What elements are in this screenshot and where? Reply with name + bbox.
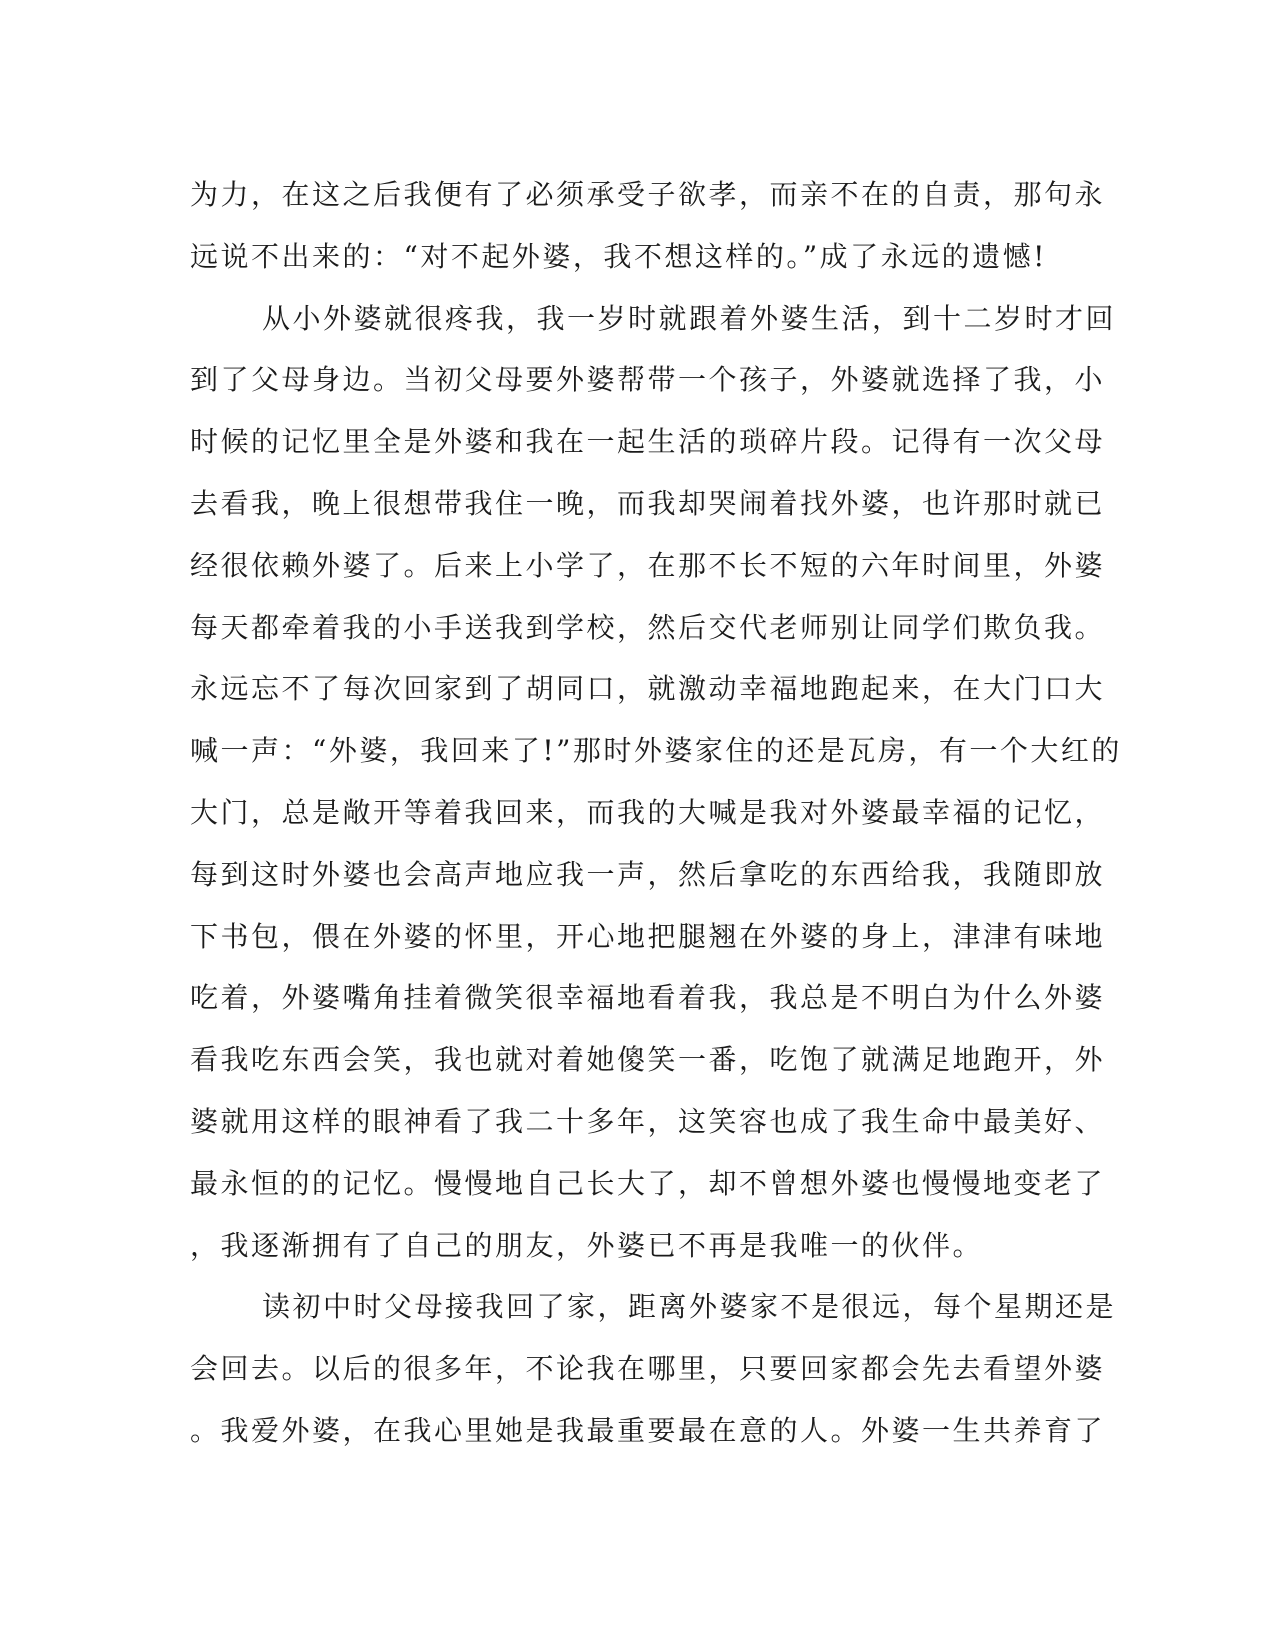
text-line: 经很依赖外婆了。后来上小学了，在那不长不短的六年时间里，外婆	[190, 548, 1106, 582]
text-line: 看我吃东西会笑，我也就对着她傻笑一番，吃饱了就满足地跑开，外	[190, 1043, 1106, 1077]
text-line: 去看我，晚上很想带我住一晚，而我却哭闹着找外婆，也许那时就已	[190, 486, 1106, 520]
text-line: 下书包，偎在外婆的怀里，开心地把腿翘在外婆的身上，津津有味地	[190, 919, 1106, 953]
text-line: 到了父母身边。当初父母要外婆帮带一个孩子，外婆就选择了我，小	[190, 363, 1106, 397]
text-line: 喊一声：“外婆，我回来了!”那时外婆家住的还是瓦房，有一个大红的	[190, 734, 1122, 768]
body-text	[190, 164, 1122, 1462]
text-line: 永远忘不了每次回家到了胡同口，就激动幸福地跑起来，在大门口大	[190, 672, 1106, 706]
paragraph-start-line: 读初中时父母接我回了家，距离外婆家不是很远，每个星期还是	[262, 1290, 1117, 1324]
text-line: 每天都牵着我的小手送我到学校，然后交代老师别让同学们欺负我。	[190, 610, 1106, 644]
text-line: 婆就用这样的眼神看了我二十多年，这笑容也成了我生命中最美好、	[190, 1104, 1106, 1138]
text-line: 每到这时外婆也会高声地应我一声，然后拿吃的东西给我，我随即放	[190, 857, 1106, 891]
text-line: 会回去。以后的很多年，不论我在哪里，只要回家都会先去看望外婆	[190, 1352, 1106, 1386]
text-line: 为力，在这之后我便有了必须承受子欲孝，而亲不在的自责，那句永	[190, 178, 1106, 211]
text-line: 最永恒的的记忆。慢慢地自己长大了，却不曾想外婆也慢慢地变老了	[190, 1166, 1106, 1200]
text-line: ，我逐渐拥有了自己的朋友，外婆已不再是我唯一的伙伴。	[190, 1228, 984, 1262]
text-line: 。我爱外婆，在我心里她是我最重要最在意的人。外婆一生共养育了	[190, 1413, 1106, 1447]
text-line: 吃着，外婆嘴角挂着微笑很幸福地看着我，我总是不明白为什么外婆	[190, 981, 1106, 1015]
text-line: 时候的记忆里全是外婆和我在一起生活的琐碎片段。记得有一次父母	[190, 425, 1106, 459]
text-line: 大门，总是敞开等着我回来，而我的大喊是我对外婆最幸福的记忆，	[190, 795, 1106, 829]
text-line: 远说不出来的：“对不起外婆，我不想这样的。”成了永远的遗憾!	[190, 239, 1047, 273]
paragraph-start-line: 从小外婆就很疼我，我一岁时就跟着外婆生活，到十二岁时才回	[262, 301, 1117, 335]
